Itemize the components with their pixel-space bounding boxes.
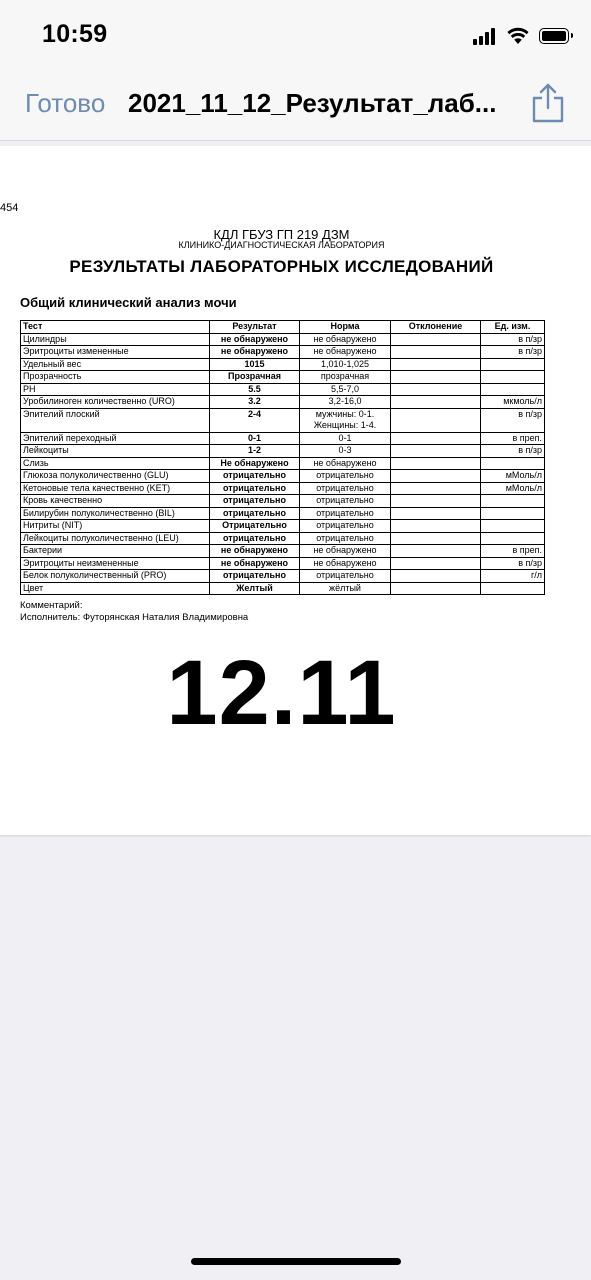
comment-label: Комментарий: (20, 600, 83, 611)
test-name: Цилиндры (21, 333, 210, 346)
table-row (21, 383, 545, 396)
table-row (21, 495, 545, 508)
table-row (21, 545, 545, 558)
test-deviation (391, 470, 481, 483)
test-norm: не обнаружено (300, 557, 391, 570)
test-result: 0-1 (210, 432, 300, 445)
test-unit (481, 358, 545, 371)
column-header-deviation: Отклонение (391, 321, 481, 334)
test-result: 2-4 (210, 408, 300, 432)
test-norm: не обнаружено (300, 333, 391, 346)
test-unit (481, 371, 545, 384)
test-unit: мМоль/л (481, 482, 545, 495)
table-row (21, 532, 545, 545)
test-name: Цвет (21, 582, 210, 595)
status-icons (473, 26, 569, 46)
test-unit: в преп. (481, 545, 545, 558)
test-name: Кетоновые тела качественно (KET) (21, 482, 210, 495)
test-norm (300, 408, 391, 432)
test-norm: не обнаружено (300, 545, 391, 558)
test-result: отрицательно (210, 507, 300, 520)
test-unit (481, 582, 545, 595)
test-unit: в преп. (481, 432, 545, 445)
test-deviation (391, 346, 481, 359)
test-deviation (391, 545, 481, 558)
page-number: 454 (0, 202, 19, 214)
table-row (21, 396, 545, 409)
test-deviation (391, 432, 481, 445)
table-row (21, 432, 545, 445)
status-time: 10:59 (42, 20, 108, 48)
test-deviation (391, 396, 481, 409)
test-deviation (391, 507, 481, 520)
test-unit: в п/зр (481, 445, 545, 458)
test-norm: жёлтый (300, 582, 391, 595)
test-result: не обнаружено (210, 346, 300, 359)
test-result: Прозрачная (210, 371, 300, 384)
test-name: Эритроциты измененные (21, 346, 210, 359)
table-row (21, 520, 545, 533)
test-norm: не обнаружено (300, 457, 391, 470)
test-name: Лейкоциты (21, 445, 210, 458)
document-page[interactable] (0, 146, 591, 835)
test-result: Отрицательно (210, 520, 300, 533)
test-unit (481, 495, 545, 508)
column-header-unit: Ед. изм. (481, 321, 545, 334)
test-name: Нитриты (NIT) (21, 520, 210, 533)
test-norm: отрицательно (300, 570, 391, 583)
test-deviation (391, 557, 481, 570)
test-name: Бактерии (21, 545, 210, 558)
laboratory-name: КЛИНИКО-ДИАГНОСТИЧЕСКАЯ ЛАБОРАТОРИЯ (178, 240, 385, 250)
test-deviation (391, 457, 481, 470)
test-unit: в п/зр (481, 346, 545, 359)
table-row (21, 570, 545, 583)
table-row (21, 445, 545, 458)
test-deviation (391, 371, 481, 384)
test-result: не обнаружено (210, 333, 300, 346)
table-row (21, 557, 545, 570)
test-deviation (391, 570, 481, 583)
test-name: Глюкоза полуколичественно (GLU) (21, 470, 210, 483)
test-name: Удельный вес (21, 358, 210, 371)
test-norm: 1,010-1,025 (300, 358, 391, 371)
test-name: Прозрачность (21, 371, 210, 384)
test-unit: в п/зр (481, 333, 545, 346)
test-name: Белок полуколичественный (PRO) (21, 570, 210, 583)
column-header-result: Результат (210, 321, 300, 334)
test-name: Кровь качественно (21, 495, 210, 508)
section-title: Общий клинический анализ мочи (20, 295, 237, 310)
test-deviation (391, 520, 481, 533)
test-deviation (391, 482, 481, 495)
test-norm: отрицательно (300, 495, 391, 508)
column-header-norm: Норма (300, 321, 391, 334)
test-norm: 0-3 (300, 445, 391, 458)
test-result: 1015 (210, 358, 300, 371)
test-unit (481, 383, 545, 396)
test-deviation (391, 495, 481, 508)
results-table (20, 320, 545, 595)
organization-name: КДЛ ГБУЗ ГП 219 ДЗМ (213, 227, 350, 242)
table-row (21, 507, 545, 520)
report-title: РЕЗУЛЬТАТЫ ЛАБОРАТОРНЫХ ИССЛЕДОВАНИЙ (69, 257, 494, 276)
test-deviation (391, 383, 481, 396)
table-row (21, 358, 545, 371)
executor-name: Исполнитель: Футорянская Наталия Владимировна (20, 612, 249, 623)
table-row (21, 457, 545, 470)
test-result: отрицательно (210, 570, 300, 583)
test-result: не обнаружено (210, 557, 300, 570)
test-result: отрицательно (210, 495, 300, 508)
test-result: отрицательно (210, 532, 300, 545)
table-row (21, 333, 545, 346)
battery-icon (539, 28, 569, 44)
table-row (21, 582, 545, 595)
table-row (21, 482, 545, 495)
test-norm: не обнаружено (300, 346, 391, 359)
test-unit (481, 507, 545, 520)
table-row (21, 346, 545, 359)
test-deviation (391, 445, 481, 458)
test-result: Не обнаружено (210, 457, 300, 470)
test-unit: г/л (481, 570, 545, 583)
test-unit: в п/зр (481, 408, 545, 432)
test-norm: 5,5-7,0 (300, 383, 391, 396)
test-result: отрицательно (210, 482, 300, 495)
wifi-icon (506, 27, 530, 45)
table-row (21, 408, 545, 432)
test-norm: отрицательно (300, 470, 391, 483)
test-unit: в п/зр (481, 557, 545, 570)
done-button[interactable]: Готово (25, 88, 106, 118)
test-name: Билирубин полуколичественно (BIL) (21, 507, 210, 520)
share-icon[interactable] (530, 82, 566, 124)
test-norm-line-2: Женщины: 1-4. (313, 420, 377, 430)
test-name: Лейкоциты полуколичественно (LEU) (21, 532, 210, 545)
test-deviation (391, 532, 481, 545)
test-name: Эпителий плоский (21, 408, 210, 432)
test-norm: 3,2-16,0 (300, 396, 391, 409)
table-header-row (21, 321, 545, 334)
test-deviation (391, 333, 481, 346)
test-name: Слизь (21, 457, 210, 470)
cellular-signal-icon (473, 27, 497, 45)
home-indicator[interactable] (191, 1258, 401, 1265)
test-norm-line-1: мужчины: 0-1. (315, 408, 375, 419)
test-unit (481, 457, 545, 470)
test-unit: мМоль/л (481, 470, 545, 483)
test-name: Эритроциты неизмененные (21, 557, 210, 570)
test-deviation (391, 408, 481, 432)
test-name: PH (21, 383, 210, 396)
test-result: отрицательно (210, 470, 300, 483)
test-norm: отрицательно (300, 532, 391, 545)
test-unit (481, 520, 545, 533)
test-norm: 0-1 (300, 432, 391, 445)
test-name: Уробилиноген количественно (URO) (21, 396, 210, 409)
test-norm: отрицательно (300, 520, 391, 533)
test-deviation (391, 582, 481, 595)
test-deviation (391, 358, 481, 371)
test-norm: прозрачная (300, 371, 391, 384)
top-bar (0, 0, 591, 141)
test-unit: мкмоль/л (481, 396, 545, 409)
table-row (21, 371, 545, 384)
test-result: 3.2 (210, 396, 300, 409)
test-result: 5.5 (210, 383, 300, 396)
column-header-test: Тест (21, 321, 210, 334)
document-title: 2021_11_12_Результат_лаб... (128, 88, 497, 118)
test-name: Эпителий переходный (21, 432, 210, 445)
test-norm: отрицательно (300, 482, 391, 495)
test-norm: отрицательно (300, 507, 391, 520)
test-result: 1-2 (210, 445, 300, 458)
test-result: Желтый (210, 582, 300, 595)
test-result: не обнаружено (210, 545, 300, 558)
test-unit (481, 532, 545, 545)
handwritten-date: 12.11 (166, 642, 397, 744)
table-row (21, 470, 545, 483)
